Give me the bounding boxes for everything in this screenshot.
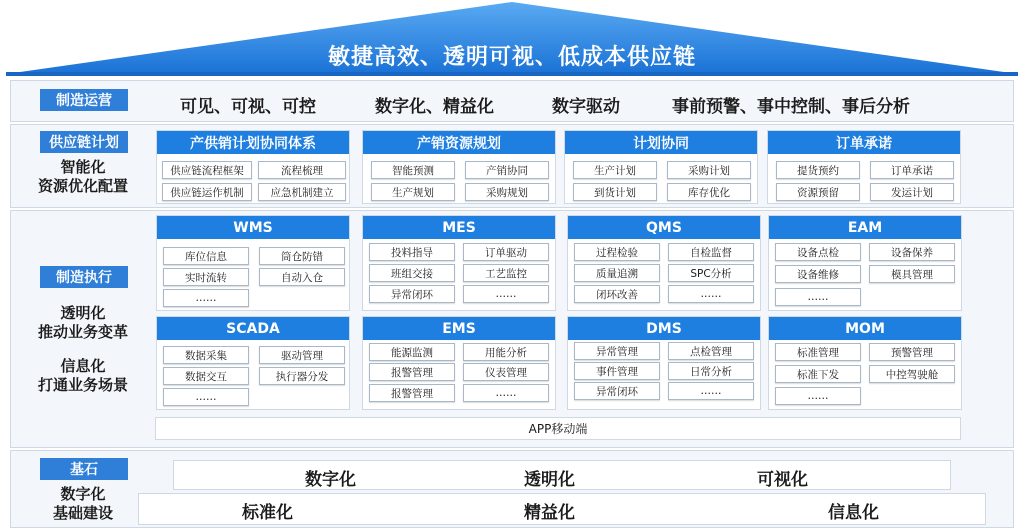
- module-item: 订单承诺: [870, 161, 954, 179]
- execution-side-text-1: 透明化 推动业务变革: [37, 304, 128, 341]
- module-item: 日常分析: [668, 362, 754, 380]
- panel-scada: [156, 316, 350, 410]
- panel-title: QMS: [568, 216, 760, 239]
- ops-item-warning-control: 事前预警、事中控制、事后分析: [672, 97, 910, 117]
- panel-plan-coordination: [564, 130, 758, 204]
- ops-item-digital-lean: 数字化、精益化: [375, 97, 494, 117]
- panel-title: EMS: [363, 317, 555, 340]
- panel-title: 订单承诺: [768, 131, 960, 154]
- module-item: 生产计划: [573, 161, 657, 179]
- foundation-label: 基石: [40, 458, 128, 480]
- module-item: 报警管理: [369, 363, 455, 381]
- roof-title: 敏捷高效、透明可视、低成本供应链: [327, 44, 696, 70]
- module-item: 事件管理: [574, 362, 660, 380]
- panel-title: 产销资源规划: [363, 131, 555, 154]
- module-item: 执行器分发: [259, 367, 345, 385]
- panel-title: MES: [363, 216, 555, 239]
- panel-dms: [567, 316, 761, 410]
- module-item: ……: [775, 387, 861, 405]
- module-item: 提货预约: [776, 161, 860, 179]
- ops-item-visible: 可见、可视、可控: [180, 97, 316, 117]
- panel-mom: [768, 316, 962, 410]
- panel-title: SCADA: [157, 317, 349, 340]
- panel-title: 产供销计划协同体系: [157, 131, 349, 154]
- module-item: 产销协同: [465, 161, 549, 179]
- module-item: 工艺监控: [463, 264, 549, 282]
- module-item: 智能预测: [371, 161, 455, 179]
- module-item: ……: [163, 289, 249, 307]
- panel-supply-sales-coordination: [156, 130, 350, 204]
- module-item: 异常闭环: [574, 382, 660, 400]
- module-item: 报警管理: [369, 384, 455, 402]
- foundation-item-digital: 数字化: [305, 470, 356, 490]
- module-item: 标准管理: [775, 343, 861, 361]
- module-item: 采购规划: [465, 183, 549, 201]
- panel-title: WMS: [157, 216, 349, 239]
- module-item: 预警管理: [869, 343, 955, 361]
- module-item: 设备保养: [869, 243, 955, 261]
- manufacturing-ops-label: 制造运营: [40, 89, 128, 111]
- panel-eam: [768, 215, 962, 311]
- module-item: ……: [463, 384, 549, 402]
- module-item: 设备维修: [775, 265, 861, 283]
- panel-ems: [362, 316, 556, 410]
- module-item: 过程检验: [574, 243, 660, 261]
- execution-label: 制造执行: [40, 266, 128, 288]
- panel-order-promise: [767, 130, 961, 204]
- foundation-item-standard: 标准化: [242, 503, 293, 523]
- module-item: ……: [163, 388, 249, 406]
- panel-title: EAM: [769, 216, 961, 239]
- module-item: 自动入仓: [259, 268, 345, 286]
- module-item: 供应链运作机制: [162, 183, 252, 201]
- module-item: 库存优化: [667, 183, 751, 201]
- module-item: SPC分析: [668, 264, 754, 282]
- module-item: 采购计划: [667, 161, 751, 179]
- panel-wms: [156, 215, 350, 311]
- module-item: 异常闭环: [369, 285, 455, 303]
- supply-chain-plan-label: 供应链计划: [40, 131, 128, 153]
- module-item: 标准下发: [775, 365, 861, 383]
- module-item: ……: [668, 382, 754, 400]
- module-item: 异常管理: [574, 342, 660, 360]
- panel-title: 计划协同: [565, 131, 757, 154]
- module-item: 班组交接: [369, 264, 455, 282]
- module-item: 库位信息: [163, 247, 249, 265]
- module-item: 用能分析: [463, 343, 549, 361]
- module-item: 自检监督: [668, 243, 754, 261]
- module-item: 仪表管理: [463, 363, 549, 381]
- panel-title: MOM: [769, 317, 961, 340]
- supply-chain-side-text: 智能化 资源优化配置: [37, 158, 128, 195]
- module-item: 资源预留: [776, 183, 860, 201]
- foundation-item-lean: 精益化: [524, 503, 575, 523]
- module-item: 设备点检: [775, 243, 861, 261]
- module-item: 应急机制建立: [258, 183, 346, 201]
- module-item: 投料指导: [369, 243, 455, 261]
- module-item: ……: [463, 285, 549, 303]
- module-item: 筒仓防错: [259, 247, 345, 265]
- module-item: 发运计划: [870, 183, 954, 201]
- module-item: ……: [775, 288, 861, 306]
- panel-title: DMS: [568, 317, 760, 340]
- module-item: 模具管理: [869, 265, 955, 283]
- module-item: 订单驱动: [463, 243, 549, 261]
- execution-side-text-2: 信息化 打通业务场景: [37, 357, 128, 394]
- panel-resource-planning: [362, 130, 556, 204]
- module-item: 实时流转: [163, 268, 249, 286]
- module-item: 闭环改善: [574, 285, 660, 303]
- module-item: 数据交互: [163, 367, 249, 385]
- module-item: 能源监测: [369, 343, 455, 361]
- module-item: 生产规划: [371, 183, 455, 201]
- foundation-item-information: 信息化: [828, 503, 879, 523]
- module-item: 中控驾驶舱: [869, 365, 955, 383]
- foundation-item-visual: 可视化: [757, 470, 808, 490]
- module-item: 数据采集: [163, 346, 249, 364]
- module-item: 供应链流程框架: [162, 161, 252, 179]
- ops-item-data-driven: 数字驱动: [552, 97, 620, 117]
- module-item: 点检管理: [668, 342, 754, 360]
- panel-mes: [362, 215, 556, 311]
- app-mobile-bar: APP移动端: [155, 417, 961, 440]
- module-item: ……: [668, 285, 754, 303]
- foundation-item-transparent: 透明化: [524, 470, 575, 490]
- panel-qms: [567, 215, 761, 311]
- module-item: 流程梳理: [258, 161, 346, 179]
- foundation-side-text: 数字化 基础建设: [52, 485, 113, 522]
- module-item: 质量追溯: [574, 264, 660, 282]
- module-item: 驱动管理: [259, 346, 345, 364]
- module-item: 到货计划: [573, 183, 657, 201]
